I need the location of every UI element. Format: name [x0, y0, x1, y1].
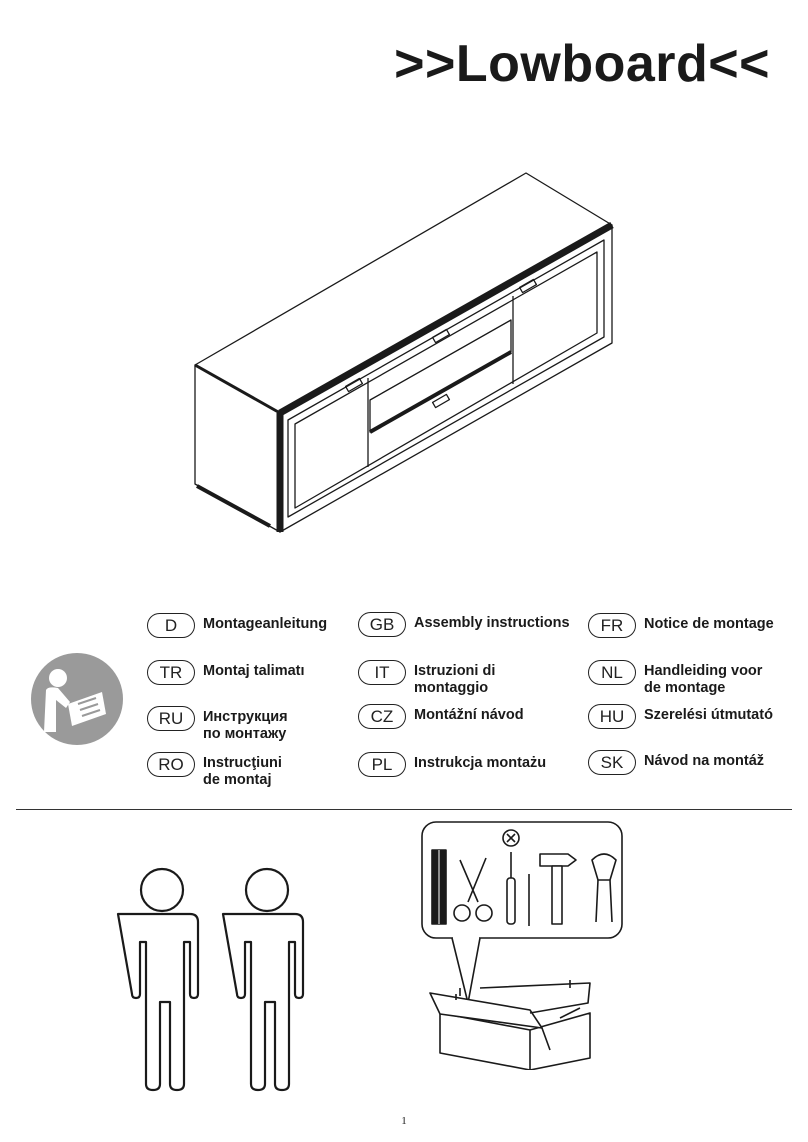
toolbox-icon [410, 818, 630, 1070]
lang-label: Instrukcja montażu [414, 755, 547, 771]
lang-label: Montageanleitung [203, 616, 328, 632]
lang-code: IT [358, 660, 406, 685]
lang-item-it [358, 660, 495, 697]
lang-item-d [147, 613, 327, 638]
lang-label: Návod na montáž [644, 753, 765, 769]
lang-code: HU [588, 704, 636, 729]
lang-item-ru [147, 706, 288, 743]
lang-code: TR [147, 660, 195, 685]
lang-item-fr [588, 613, 774, 638]
lang-code: GB [358, 612, 406, 637]
lang-item-tr [147, 660, 305, 685]
lang-item-sk [588, 750, 764, 775]
lang-item-pl [358, 752, 546, 777]
lang-code: RU [147, 706, 195, 731]
lang-item-ro [147, 752, 282, 789]
lang-label: Instrucţiuni de montaj [203, 755, 282, 788]
lang-label: Notice de montage [644, 616, 774, 632]
lowboard-illustration [180, 165, 630, 540]
lang-code: NL [588, 660, 636, 685]
lang-item-nl [588, 660, 762, 697]
lang-code: SK [588, 750, 636, 775]
lang-item-hu [588, 704, 773, 729]
lang-label: Montážní návod [414, 707, 524, 723]
lang-code: CZ [358, 704, 406, 729]
page-number: 1 [401, 1115, 407, 1127]
read-manual-icon [30, 652, 124, 746]
lang-label: Szerelési útmutató [644, 707, 773, 723]
section-divider [16, 809, 792, 810]
lang-label: Handleiding voor de montage [644, 663, 763, 696]
lang-label: Istruzioni di montaggio [414, 663, 496, 696]
lang-code: D [147, 613, 195, 638]
lang-item-cz [358, 704, 524, 729]
lang-label: Инструкция по монтажу [203, 709, 288, 742]
two-person-icon [112, 862, 317, 1094]
lang-label: Assembly instructions [414, 615, 570, 631]
lang-code: FR [588, 613, 636, 638]
lang-code: PL [358, 752, 406, 777]
lang-label: Montaj talimatı [203, 663, 305, 679]
page-title: >>Lowboard<< [394, 35, 770, 93]
lang-item-gb [358, 612, 570, 637]
lang-code: RO [147, 752, 195, 777]
